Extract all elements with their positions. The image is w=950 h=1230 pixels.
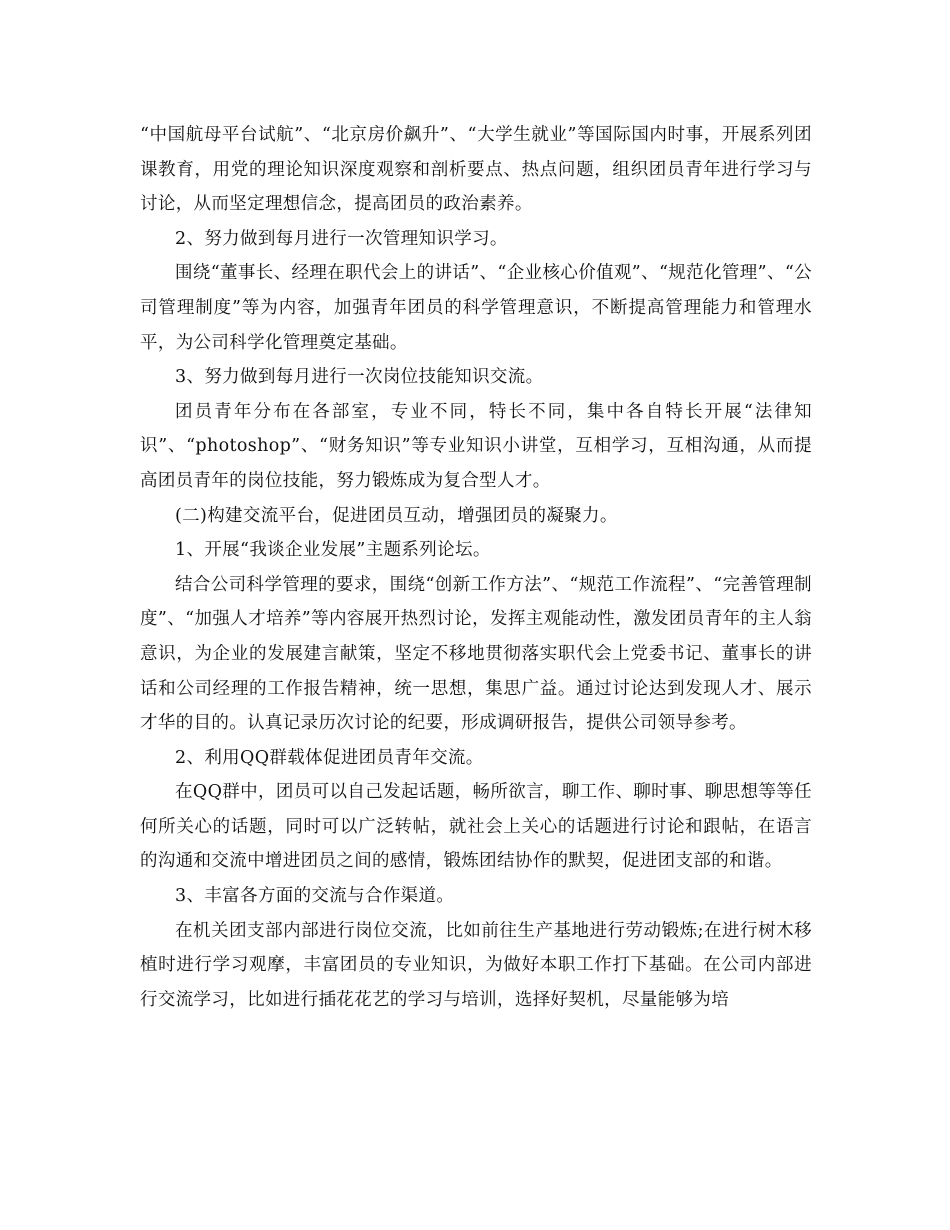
section-heading: (二)构建交流平台，促进团员互动，增强团员的凝聚力。 [175, 505, 618, 526]
section-heading: 1、开展“我谈企业发展”主题系列论坛。 [175, 540, 491, 561]
paragraph: 围绕“董事长、经理在职代会上的讲话”、“企业核心价值观”、“规范化管理”、“公司管理制度”等为内容，加强青年团员的科学管理意识，不断提高管理能力和管理水平，为公司科学化管理奠定基础。 [140, 263, 812, 353]
section-heading: 2、利用QQ群载体促进团员青年交流。 [175, 747, 484, 768]
document-body [140, 118, 812, 1017]
section-heading: 3、努力做到每月进行一次岗位技能知识交流。 [175, 367, 544, 388]
paragraph: 团员青年分布在各部室，专业不同，特长不同，集中各自特长开展“法律知识”、“photoshop”、“财务知识”等专业知识小讲堂，互相学习，互相沟通，从而提高团员青年的岗位技能，努力锻炼成为复合型人才。 [140, 401, 812, 491]
paragraph: 结合公司科学管理的要求，围绕“创新工作方法”、“规范工作流程”、“完善管理制度”、“加强人才培养”等内容展开热烈讨论，发挥主观能动性，激发团员青年的主人翁意识，为企业的发展建言献策，坚定不移地贯彻落实职代会上党委书记、董事长的讲话和公司经理的工作报告精神，统一思想，集思广益。通过讨论达到发现人才、展示才华的目的。认真记录历次讨论的纪要，形成调研报告，提供公司领导参考。 [140, 574, 812, 734]
paragraph: “中国航母平台试航”、“北京房价飙升”、“大学生就业”等国际国内时事，开展系列团课教育，用党的理论知识深度观察和剖析要点、热点问题，组织团员青年进行学习与讨论，从而坚定理想信念，提高团员的政治素养。 [140, 125, 812, 215]
section-heading: 3、丰富各方面的交流与合作渠道。 [175, 886, 455, 907]
paragraph: 在QQ群中，团员可以自己发起话题，畅所欲言，聊工作、聊时事、聊思想等等任何所关心的话题，同时可以广泛转帖，就社会上关心的话题进行讨论和跟帖，在语言的沟通和交流中增进团员之间的感情，锻炼团结协作的默契，促进团支部的和谐。 [140, 782, 812, 872]
paragraph: 在机关团支部内部进行岗位交流，比如前往生产基地进行劳动锻炼;在进行树木移植时进行学习观摩，丰富团员的专业知识，为做好本职工作打下基础。在公司内部进行交流学习，比如进行插花花艺的学习与培训，选择好契机，尽量能够为培 [140, 920, 812, 1010]
section-heading: 2、努力做到每月进行一次管理知识学习。 [175, 228, 508, 249]
